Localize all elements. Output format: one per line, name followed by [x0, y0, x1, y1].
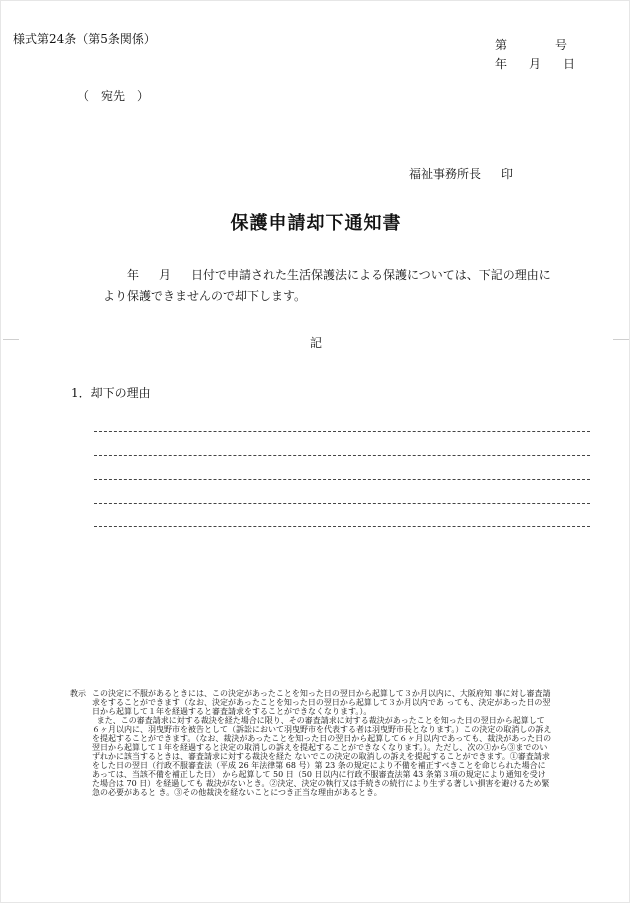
reason-line	[94, 455, 590, 456]
doc-number-suffix: 号	[555, 38, 568, 52]
document-number	[495, 36, 567, 53]
notice-paragraph: この決定に不服があるときには、この決定があったことを知った日の翌日から起算して３か月以内に、大阪府知 事に対し審査請求をすることができます（なお、決定があったことを知った日の翌日から起算して３か月以内であ っても、決定があった日の翌日から起算して１年を経過すると審査請求をすることができなくなります。）。	[92, 689, 551, 716]
body-text-line-2: より保護できませんので却下します。	[103, 289, 307, 303]
body-line1-rest: 日付で申請された生活保護法による保護については、下記の理由に	[191, 268, 551, 282]
issuer-name: 福祉事務所長	[409, 167, 482, 181]
reason-line	[94, 431, 590, 432]
notice-text	[92, 689, 552, 797]
issuer	[409, 165, 513, 182]
document-date	[495, 55, 575, 72]
seal-mark: 印	[501, 167, 514, 181]
date-year: 年	[495, 57, 508, 71]
notice-paragraph: また、この審査請求に対する裁決を経た場合に限り、その審査請求に対する裁決があったことを知った日の翌日から起算して６ヶ月以内に、羽曳野市を被告として（訴訟において羽曳野市を代表する者は羽曳野市長となります。）この決定の取消しの訴えを提起することができます。（なお、裁決があったことを知った日の翌日から起算して６ヶ月以内であっても、裁決があった日の翌日から起算して１年を経過すると決定の取消しの訴えを提起することができなくなります。）。ただし、次の①から③までのいずれかに該当するときは、審査請求に対する裁決を経た ないでこの決定の取消しの訴えを提起することができます。①審査請求をした日の翌日（行政不服審査法（平成 26 年法律第 68 号）第 23 条の規定により不備を補正すべきことを命じられた場合にあっては、当該不備を補正した日） から起算して 50 日（50 日以内に行政不服審査法第 43 条第３項の規定により通知を受けた場合は 70 日）を経過しても 裁決がないとき。②決定、決定の執行又は手続きの続行により生ずる著しい損害を避けるため緊急の必要があると き。③その他裁決を経ないことにつき正当な理由があるとき。	[92, 716, 552, 797]
body-date-month: 月	[159, 268, 172, 282]
doc-number-prefix: 第	[495, 38, 508, 52]
notice-label: 教示	[70, 689, 86, 698]
form-number: 様式第24条（第5条関係）	[13, 32, 156, 46]
reason-line	[94, 503, 590, 504]
document-title: 保護申請却下通知書	[230, 213, 402, 234]
body-text-line-1	[127, 266, 551, 283]
reason-line	[94, 479, 590, 480]
reason-line	[94, 526, 590, 527]
body-date-year: 年	[127, 268, 140, 282]
date-day: 日	[563, 57, 576, 71]
ki-heading: 記	[309, 336, 322, 350]
addressee: （ 宛先 ）	[77, 89, 150, 103]
date-month: 月	[529, 57, 542, 71]
reason-heading: 1．却下の理由	[71, 386, 151, 400]
